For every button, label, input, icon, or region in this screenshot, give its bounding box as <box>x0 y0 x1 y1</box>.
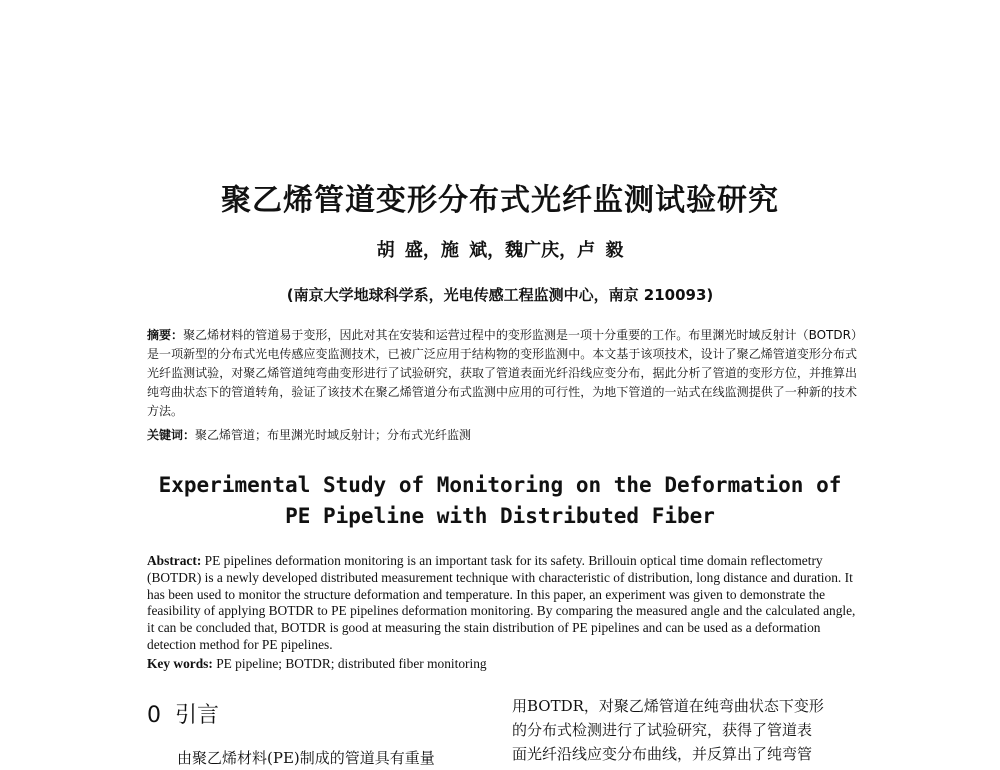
author-list: 胡 盛，施 斌，魏广庆，卢 毅 <box>376 240 624 261</box>
section-heading <box>147 698 219 729</box>
body-right-line: 用BOTDR，对聚乙烯管道在纯弯曲状态下变形 <box>512 697 824 715</box>
section-title: 引言 <box>175 703 220 728</box>
abstract-label-english: Abstract: <box>147 553 202 568</box>
body-left-column: 由聚乙烯材料(PE)制成的管道具有重量 <box>177 749 435 767</box>
keywords-label-chinese: 关键词： <box>147 428 196 442</box>
abstract-chinese <box>147 326 857 421</box>
body-right-column <box>512 694 857 766</box>
abstract-label-chinese: 摘要： <box>147 328 184 342</box>
keywords-text-english: PE pipeline; BOTDR; distributed fiber monitoring <box>216 656 487 671</box>
keywords-chinese <box>147 426 857 445</box>
keywords-label-english: Key words: <box>147 656 213 671</box>
paper-title-chinese: 聚乙烯管道变形分布式光纤监测试验研究 <box>221 183 779 218</box>
abstract-english <box>147 553 857 654</box>
body-right-line: 面光纤沿线应变分布曲线，并反算出了纯弯管 <box>512 745 813 763</box>
keywords-english <box>147 656 857 673</box>
abstract-text-chinese: 聚乙烯材料的管道易于变形，因此对其在安装和运营过程中的变形监测是一项十分重要的工作。布里渊光时域反射计（BOTDR）是一项新型的分布式光电传感应变监测技术，已被广泛应用于结构物的变形监测中。本文基于该项技术，设计了聚乙烯管道变形分布式光纤监测试验，对聚乙烯管道纯弯曲变形进行了试验研究，获取了管道表面光纤沿线应变分布，据此分析了管道的变形方位，并推算出纯弯曲状态下的管道转角，验证了该技术在聚乙烯管道分布式监测中应用的可行性，为地下管道的一站式在线监测提供了一种新的技术方法。 <box>147 328 857 418</box>
section-number: 0 <box>147 703 161 728</box>
abstract-text-english: PE pipelines deformation monitoring is an important task for its safety. Brillouin optical time domain reflectometry (BOTDR) is a newly developed distributed measurement technique with characteristic of distribution, long distance and duration. It has been used to monitor the structure deformation and temperature. In this paper, an experiment was given to demonstrate the feasibility of applying BOTDR to PE pipelines deformation monitoring. By comparing the measured angle and the calculated angle, it can be concluded that, BOTDR is good at measuring the stain distribution of PE pipelines and can be used as a deformation detection method for PE pipelines. <box>147 553 856 652</box>
body-right-line: 的分布式检测进行了试验研究，获得了管道表 <box>512 721 813 739</box>
keywords-text-chinese: 聚乙烯管道；布里渊光时域反射计；分布式光纤监测 <box>195 428 472 442</box>
affiliation: (南京大学地球科学系，光电传感工程监测中心，南京 210093) <box>286 286 714 304</box>
paper-title-english: Experimental Study of Monitoring on the Deformation of PE Pipeline with Distributed Fiber <box>158 473 842 528</box>
